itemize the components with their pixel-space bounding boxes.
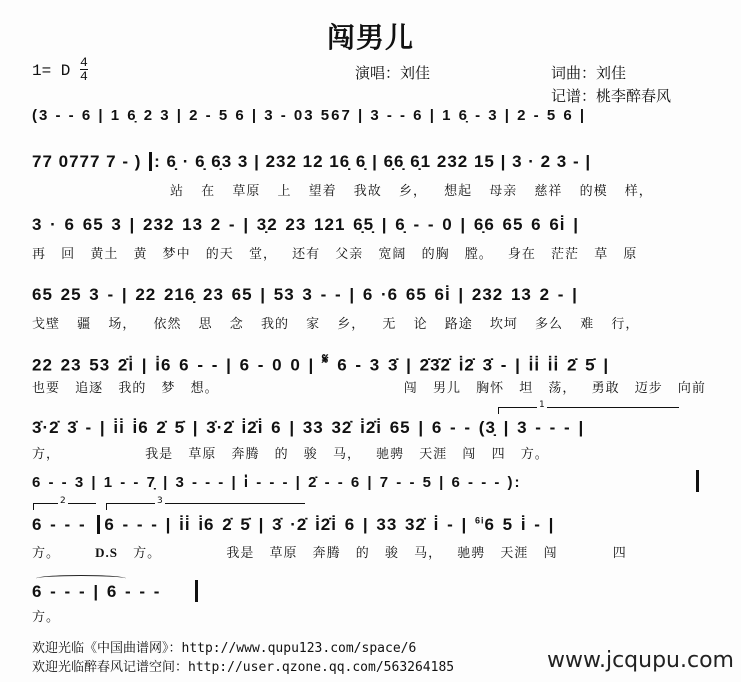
measure: 6̣6 65 6 6i̇ [473,215,566,234]
lyric: 天涯 [419,447,448,462]
double-barline [97,515,100,534]
lyric: 家 [306,317,321,332]
lyric: 黄土 [90,247,119,262]
lyric: 勇敢 [591,381,620,396]
footer-link-qzone[interactable]: 欢迎光临醉春风记谱空间：http://user.qzone.qq.com/563264185 [32,660,455,675]
score-row-2: 77 0777 7 - ) : 6̣ · 6̣ 6̣3 3 | 232 12 16̣ 6̣ | 6̣6̣ 6̣1 232 15 | 3 · 2 3 - | [32,152,592,171]
measure: 6 - - 3 [32,474,86,491]
score-row-9: 6 - - - | 6 - - - [32,582,161,601]
lyric: 马， [414,546,443,561]
repeat-start-barline: : [149,152,161,171]
measure: i̇6 6 - - [155,355,219,375]
lyric: 的模 [579,184,608,199]
measure: (3 - - 6 [32,107,93,124]
measure: 6 - - - ) [451,474,515,491]
score-row-7: 6 - - 3 | 1 - - 7̣ | 3 - - - | i̇ - - - | 2̇ - - 6 | 7 - - 5 | 6 - - - ): [32,474,522,491]
repeat-end-dots: : [514,474,522,491]
measure: 6 - 0 0 [239,355,301,375]
measure: 6 - - (3̣ [431,418,496,437]
lyric: 样， [624,184,653,199]
measure: 33 32̇ i̇2̇i̇ 65 [302,418,411,437]
lyric: 原 [623,247,638,262]
lyric: 还有 [292,247,321,262]
lyric: 荡， [548,381,577,396]
measure: 7 - - 5 [379,474,433,491]
measure: 3̣2 23 121 6̣5̣ [256,215,375,234]
measure: 3 · 6 65 3 [32,215,122,234]
lyric: 想起 [444,184,473,199]
lyric: 在 [201,184,216,199]
measure: 6 - - - [32,582,86,601]
lyric: 草 [594,247,609,262]
lyric: 方。 [520,447,549,462]
final-barline [195,580,198,602]
lyric: 驰骋 [376,447,405,462]
volta-label: 1 [539,400,545,410]
time-signature [80,56,88,83]
volta-label: 3 [157,496,163,506]
lyric: 的胸 [421,247,450,262]
measure: 6 - - - [32,515,86,534]
score-row-1: (3 - - 6 | 1 6̣ 2 3 | 2 - 5 6 | 3 - 03 567 | 3 - - 6 | 1 6̣ - 3 | 2 - 5 6 | [32,107,587,124]
measure: 77 0777 7 - ) [32,152,142,171]
lyric: 论 [413,317,428,332]
lyric: 再 [32,247,47,262]
lyric: 思 [198,317,213,332]
measure: 3 - - - [517,418,571,437]
measure: 3 - - - [175,474,226,491]
time-sig-bottom: 4 [80,69,88,84]
lyric: 追逐 [75,381,104,396]
lyric: 我的 [260,317,289,332]
lyric: 念 [229,317,244,332]
lyric: 我故 [353,184,382,199]
lyric: 我的 [118,381,147,396]
lyric: 草原 [232,184,261,199]
lyric: 场， [108,317,137,332]
lyric: 身在 [507,247,536,262]
repeat-end-barline [696,470,699,492]
key-signature: 1= D [32,62,71,80]
measure: 6̣ - - 0 [395,215,453,234]
lyric: 多么 [535,317,564,332]
lyric: 奔腾 [231,447,260,462]
composer-credit: 词曲：刘佳 [551,64,627,82]
measure: 6̣ · 6̣ 6̣3 3 [166,152,249,171]
lyric: 行， [611,317,640,332]
lyric: 天涯 [500,546,529,561]
measure: i̇i̇ i̇6 2̇ 5̇ [179,515,251,534]
lyric: 黄 [133,247,148,262]
footer-link-qupu[interactable]: 欢迎光临《中国曲谱网》：http://www.qupu123.com/space/6 [32,641,417,656]
lyric: 闯 [543,546,558,561]
lyric: 膛。 [464,247,493,262]
lyric: 方， [32,447,61,462]
measure: 2 - 5 6 [517,107,574,124]
lyrics-row-5 [32,377,706,396]
measure: 22 23 53 2̇i̇ [32,355,135,375]
lyric: 男儿 [432,381,461,396]
song-title: 闯男儿 [326,21,414,54]
measure: 33 32̇ i̇ - [376,515,454,534]
volta-2-bracket [33,496,96,510]
segno-icon: 𝄋 [322,350,330,368]
measure: 3 - 03 567 [264,107,352,124]
measure: 3̇·2̇ i̇2̇i̇ 6 [206,418,282,437]
score-row-6: 3̇·2̇ 3̇ - | i̇i̇ i̇6 2̇ 5̇ | 3̇·2̇ i̇2̇i̇ 6 | 33 32̇ i̇2̇i̇ 65 | 6 - - (3̣ | 3 - - - | [32,418,585,437]
lyrics-row-2 [170,180,653,199]
measure: 22 216̣ 23 65 [135,285,253,304]
lyric: 坎坷 [489,317,518,332]
lyric: 四 [491,447,506,462]
volta-3-bracket [106,496,305,510]
watermark: www.jcqupu.com [547,648,734,673]
measure: 6̣6̣ 6̣1 232 15 [383,152,495,171]
lyric: 的 [274,447,289,462]
lyric: 的天 [205,247,234,262]
lyric: 四 [612,546,627,561]
measure: 3 - - 6 [370,107,424,124]
measure: 6 5 i̇ - [484,515,541,534]
lyric: 茫茫 [551,247,580,262]
lyric: 难 [580,317,595,332]
measure: 3 · 2 3 - [512,152,580,171]
score-row-5: 22 23 53 2̇i̇ | i̇6 6 - - | 6 - 0 0 | 𝄋 6 - 3 3̇ | 2̇3̇2̇ i̇2̇ 3̇ - | i̇i̇ i̇i̇ 2̇ 5̇ | [32,350,610,375]
grace-note: 6i [474,515,485,526]
lyric: 堂， [248,247,277,262]
lyric: 梦 [161,381,176,396]
measure: 2̇3̇2̇ i̇2̇ 3̇ - [419,355,508,375]
score-row-8: 6 - - - 6 - - - | i̇i̇ i̇6 2̇ 5̇ | 3̇ ·2̇ i̇2̇i̇ 6 | 33 32̇ i̇ - | $^{6i}$6 5 i̇ - | [32,515,555,534]
lyric: 慈祥 [534,184,563,199]
time-sig-top: 4 [80,55,88,70]
measure: i̇ - - - [243,474,290,491]
lyric: 闯 [462,447,477,462]
measure: i̇i̇ i̇6 2̇ 5̇ [113,418,186,437]
tie [36,575,126,582]
volta-1-bracket [498,400,679,414]
lyrics-row-8 [32,542,627,561]
lyric: 想。 [190,381,219,396]
measure: 1 6̣ 2 3 [110,107,171,124]
measure: 2̇ - - 6 [308,474,362,491]
measure: 232 13 2 - [471,285,565,304]
lyric: 依然 [153,317,182,332]
lyric: 胸怀 [476,381,505,396]
lyric: 方。 [133,546,162,561]
lyric: 奔腾 [312,546,341,561]
measure: 232 12 16̣ 6̣ [265,152,367,171]
lyric: 戈壁 [32,317,61,332]
measure: 6 - - - [106,582,161,601]
lyric: 站 [170,184,185,199]
lyric: 方。 [32,546,61,561]
lyric: 回 [61,247,76,262]
lyric: 路途 [444,317,473,332]
lyrics-row-3 [32,243,637,262]
lyric: 草原 [188,447,217,462]
lyric: 宽阔 [378,247,407,262]
lyric: 乡， [337,317,366,332]
lyric: 也要 [32,381,61,396]
lyrics-row-4 [32,313,639,332]
transcriber-credit: 记谱：桃李醉春风 [551,87,672,105]
lyric: 向前 [677,381,706,396]
lyrics-row-9: 方。 [32,610,61,625]
measure: 1 - - 7̣ [103,474,157,491]
measure: 232 13 2 - [143,215,236,234]
measure: 65 25 3 - [32,285,115,304]
volta-label: 2 [60,496,66,506]
measure: 3̇·2̇ 3̇ - [32,418,93,437]
lyric: 母亲 [489,184,518,199]
measure: 2 - 5 6 [189,107,246,124]
lyric: 的 [355,546,370,561]
lyric: 乡， [398,184,427,199]
lyric: 草原 [269,546,298,561]
lyric: 迈步 [634,381,663,396]
measure: 3̇ ·2̇ i̇2̇i̇ 6 [272,515,356,534]
lyric: 望着 [308,184,337,199]
lyric: 骏 [384,546,399,561]
score-row-4: 65 25 3 - | 22 216̣ 23 65 | 53 3 - - | 6 ·6 65 6i̇ | 232 13 2 - | [32,285,578,304]
lyric: 马， [332,447,361,462]
lyrics-row-6 [32,443,549,462]
lyric: 父亲 [335,247,364,262]
measure: 53 3 - - [273,285,342,304]
lyric: 我是 [145,447,174,462]
lyric: 骏 [303,447,318,462]
measure: 6 - 3 3̇ [337,355,399,375]
lyric: 坦 [519,381,534,396]
lyric: 我是 [226,546,255,561]
score-row-3: 3 · 6 65 3 | 232 13 2 - | 3̣2 23 121 6̣5̣ | 6̣ - - 0 | 6̣6 65 6 6i̇ | [32,215,579,234]
lyric: 驰骋 [457,546,486,561]
lyric: 无 [382,317,397,332]
lyric: 疆 [77,317,92,332]
lyric: 上 [277,184,292,199]
ds-marking: D.S [95,545,119,560]
lyric: 闯 [403,381,418,396]
singer-credit: 演唱：刘佳 [355,64,431,82]
measure: 6 ·6 65 6i̇ [362,285,451,304]
lyric: 梦中 [162,247,191,262]
measure: 6 - - - [104,515,158,534]
measure: i̇i̇ i̇i̇ 2̇ 5̇ [528,355,596,375]
measure: 1 6̣ - 3 [442,107,499,124]
